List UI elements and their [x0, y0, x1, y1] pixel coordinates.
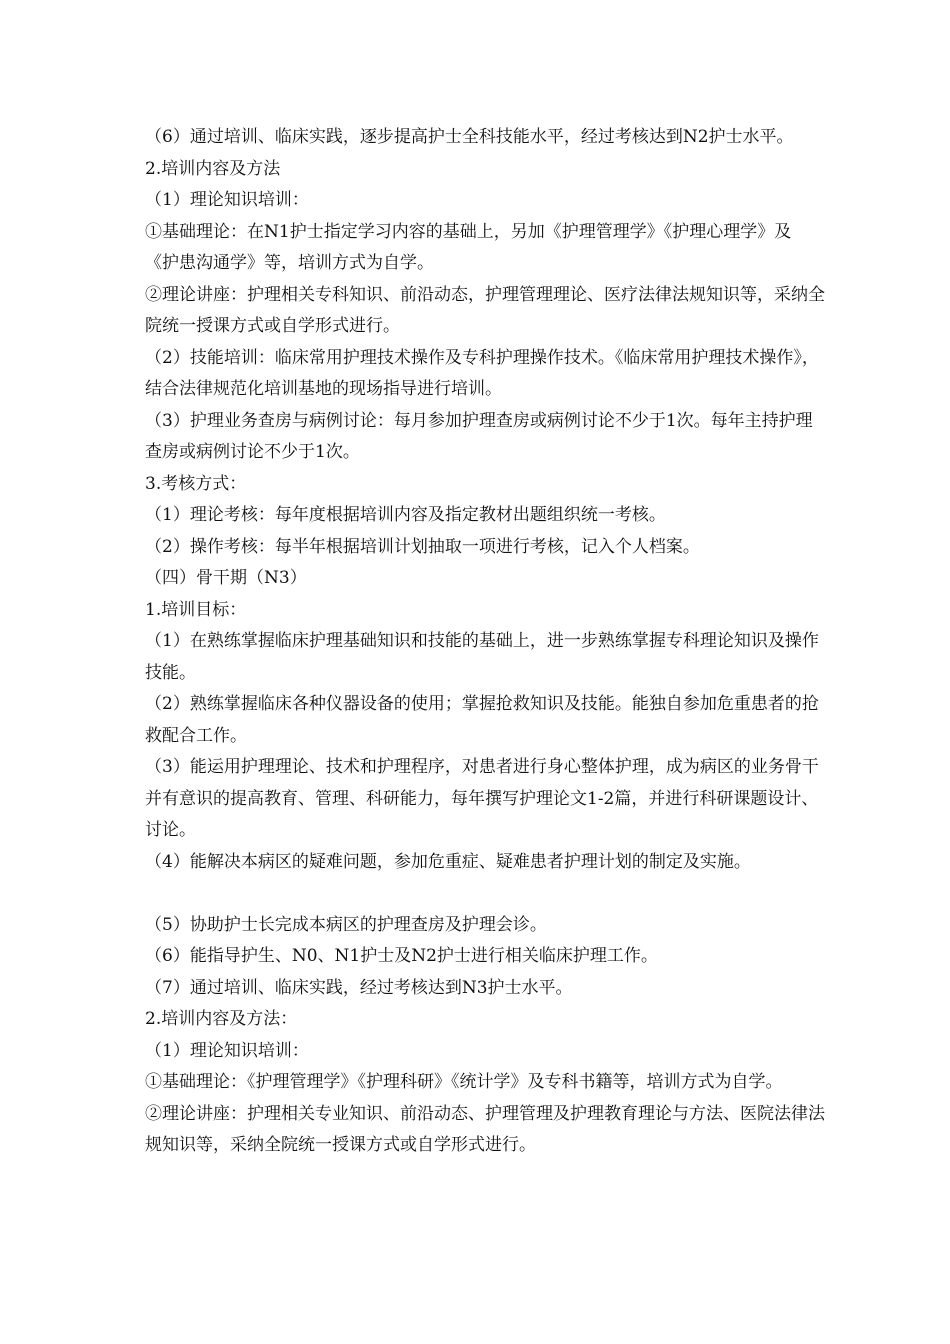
paragraph: ①基础理论：在N1护士指定学习内容的基础上，另加《护理管理学》《护理心理学》及《护患沟通学》等，培训方式为自学。: [145, 221, 792, 273]
paragraph: ②理论讲座：护理相关专业知识、前沿动态、护理管理及护理教育理论与方法、医院法律法规知识等，采纳全院统一授课方式或自学形式进行。: [145, 1103, 825, 1155]
paragraph: （1）理论考核：每年度根据培训内容及指定教材出题组织统一考核。: [145, 505, 666, 525]
document-body: [145, 122, 825, 1162]
subsection-heading: （1）理论知识培训：: [145, 190, 309, 210]
paragraph: （6）能指导护生、N0、N1护士及N2护士进行相关临床护理工作。: [145, 946, 658, 966]
paragraph: （3）能运用护理理论、技术和护理程序，对患者进行身心整体护理，成为病区的业务骨干并有意识的提高教育、管理、科研能力，每年撰写护理论文1-2篇，并进行科研课题设计、讨论。: [145, 757, 819, 840]
paragraph: （5）协助护士长完成本病区的护理查房及护理会诊。: [145, 914, 547, 935]
paragraph: （2）技能培训：临床常用护理技术操作及专科护理操作技术。《临床常用护理技术操作》，结合法律规范化培训基地的现场指导进行培训。: [145, 347, 819, 399]
paragraph: （7）通过培训、临床实践，经过考核达到N3护士水平。: [145, 977, 573, 998]
blank-line: [145, 878, 825, 910]
paragraph: ②理论讲座：护理相关专科知识、前沿动态，护理管理理论、医疗法律法规知识等，采纳全院统一授课方式或自学形式进行。: [145, 284, 825, 336]
paragraph: （3）护理业务查房与病例讨论：每月参加护理查房或病例讨论不少于1次。每年主持护理查房或病例讨论不少于1次。: [145, 410, 813, 462]
paragraph: （6）通过培训、临床实践，逐步提高护士全科技能水平，经过考核达到N2护士水平。: [145, 127, 794, 147]
subsection-heading: （1）理论知识培训：: [145, 1040, 309, 1061]
section-heading: 3.考核方式：: [145, 473, 247, 494]
paragraph: （2）熟练掌握临床各种仪器设备的使用；掌握抢救知识及技能。能独自参加危重患者的抢救配合工作。: [145, 694, 819, 746]
paragraph: （4）能解决本病区的疑难问题，参加危重症、疑难患者护理计划的制定及实施。: [145, 851, 751, 872]
paragraph: ①基础理论：《护理管理学》《护理科研》《统计学》及专科书籍等，培训方式为自学。: [145, 1072, 783, 1092]
paragraph: （2）操作考核：每半年根据培训计划抽取一项进行考核，记入个人档案。: [145, 536, 700, 557]
paragraph: （1）在熟练掌握临床护理基础知识和技能的基础上，进一步熟练掌握专科理论知识及操作技能。: [145, 631, 819, 683]
chapter-heading: （四）骨干期（N3）: [145, 568, 307, 588]
section-heading: 1.培训目标：: [145, 599, 247, 620]
section-heading: 2.培训内容及方法: [145, 158, 281, 179]
section-heading: 2.培训内容及方法：: [145, 1009, 298, 1029]
